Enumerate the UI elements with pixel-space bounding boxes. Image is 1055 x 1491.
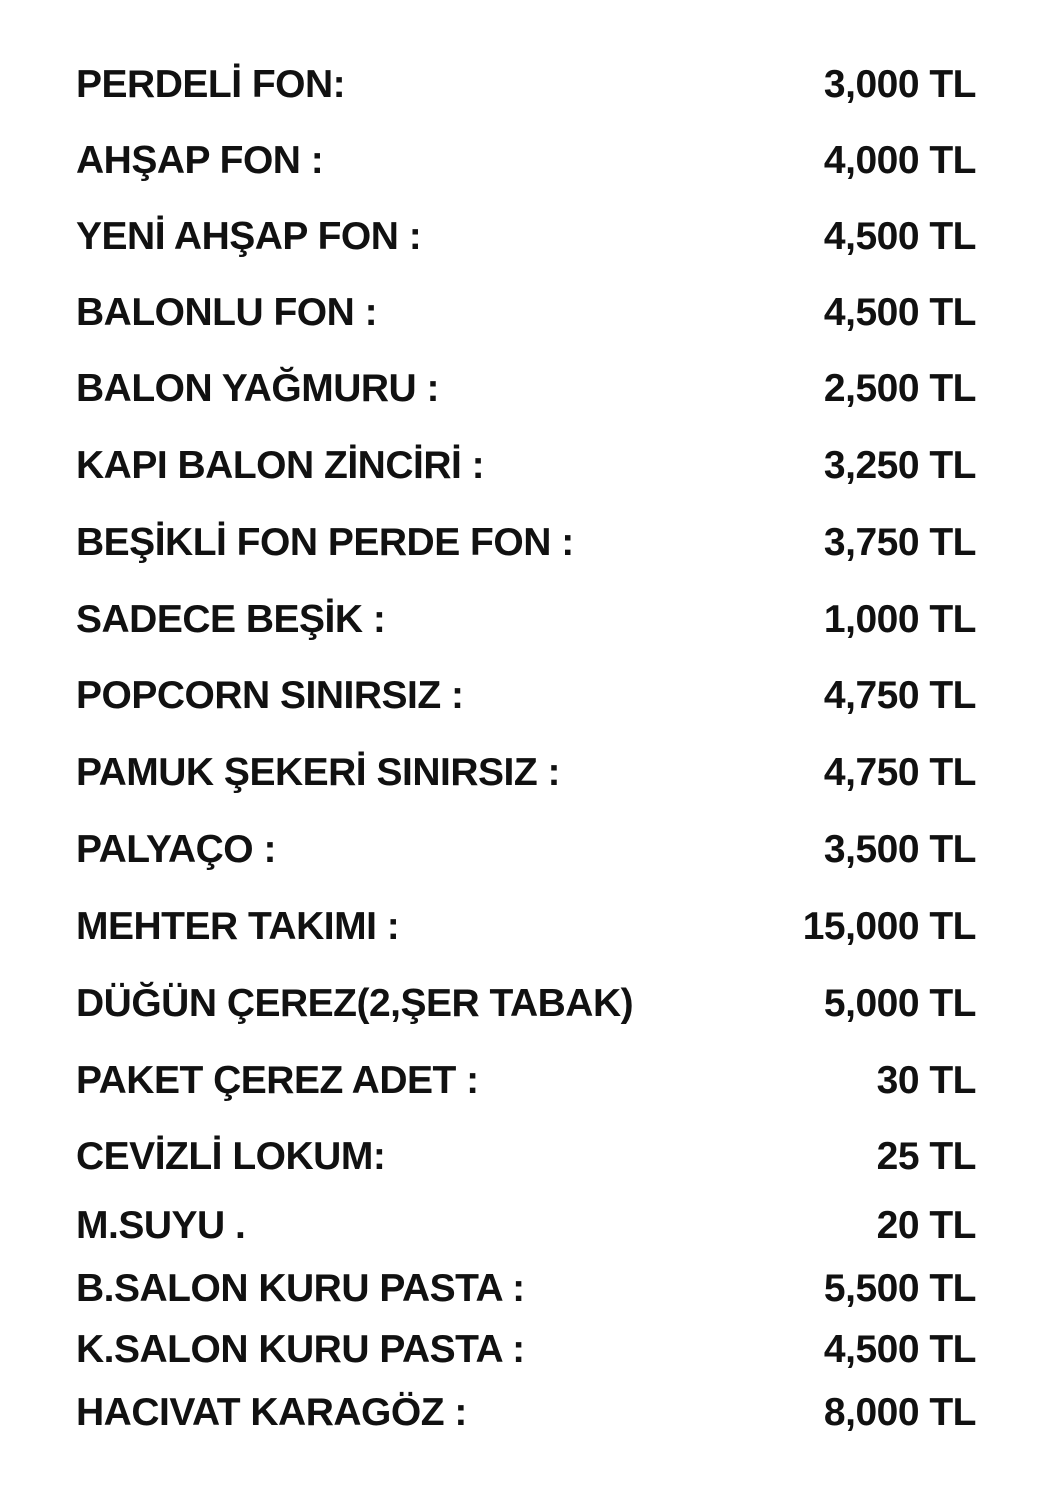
- item-price: 8,000 TL: [823, 1391, 976, 1434]
- item-price: 5,500 TL: [823, 1267, 976, 1310]
- item-price: 25 TL: [876, 1135, 976, 1178]
- item-label: PAMUK ŞEKERİ SINIRSIZ :: [76, 751, 560, 794]
- item-price: 4,500 TL: [823, 291, 976, 334]
- item-price: 20 TL: [876, 1204, 976, 1247]
- item-label: AHŞAP FON :: [76, 139, 324, 182]
- item-price: 4,000 TL: [823, 139, 976, 182]
- item-label: B.SALON KURU PASTA :: [76, 1267, 525, 1310]
- item-label: BALONLU FON :: [76, 291, 378, 334]
- list-item: [76, 1196, 976, 1256]
- list-item: [76, 283, 976, 343]
- list-item: [76, 743, 976, 803]
- item-price: 3,500 TL: [823, 828, 976, 871]
- list-item: [76, 131, 976, 191]
- item-price: 15,000 TL: [802, 905, 976, 948]
- item-price: 3,250 TL: [823, 444, 976, 487]
- list-item: [76, 55, 976, 115]
- list-item: [76, 436, 976, 496]
- item-label: BEŞİKLİ FON PERDE FON :: [76, 521, 574, 564]
- item-label: DÜĞÜN ÇEREZ(2,ŞER TABAK): [76, 982, 634, 1025]
- item-price: 4,500 TL: [823, 1328, 976, 1371]
- list-item: [76, 897, 976, 957]
- item-label: MEHTER TAKIMI :: [76, 905, 400, 948]
- item-label: SADECE BEŞİK :: [76, 598, 386, 641]
- item-price: 5,000 TL: [823, 982, 976, 1025]
- item-price: 3,000 TL: [823, 63, 976, 106]
- item-label: PALYAÇO :: [76, 828, 276, 871]
- item-label: CEVİZLİ LOKUM:: [76, 1135, 386, 1178]
- item-price: 30 TL: [876, 1059, 976, 1102]
- item-price: 4,500 TL: [823, 215, 976, 258]
- list-item: [76, 820, 976, 880]
- list-item: [76, 590, 976, 650]
- list-item: [76, 1051, 976, 1111]
- item-label: PAKET ÇEREZ ADET :: [76, 1059, 479, 1102]
- item-price: 4,750 TL: [823, 751, 976, 794]
- item-price: 4,750 TL: [823, 674, 976, 717]
- item-price: 1,000 TL: [823, 598, 976, 641]
- list-item: [76, 207, 976, 267]
- item-label: PERDELİ FON:: [76, 63, 346, 106]
- item-label: K.SALON KURU PASTA :: [76, 1328, 525, 1371]
- item-label: POPCORN SINIRSIZ :: [76, 674, 464, 717]
- item-price: 3,750 TL: [823, 521, 976, 564]
- list-item: [76, 1259, 976, 1319]
- list-item: [76, 359, 976, 419]
- item-label: HACIVAT KARAGÖZ :: [76, 1391, 467, 1434]
- list-item: [76, 1383, 976, 1443]
- list-item: [76, 513, 976, 573]
- list-item: [76, 666, 976, 726]
- item-price: 2,500 TL: [823, 367, 976, 410]
- list-item: [76, 1320, 976, 1380]
- item-label: KAPI BALON ZİNCİRİ :: [76, 444, 485, 487]
- list-item: [76, 974, 976, 1034]
- item-label: YENİ AHŞAP FON :: [76, 215, 422, 258]
- list-item: [76, 1127, 976, 1187]
- item-label: BALON YAĞMURU :: [76, 367, 440, 410]
- item-label: M.SUYU .: [76, 1204, 246, 1247]
